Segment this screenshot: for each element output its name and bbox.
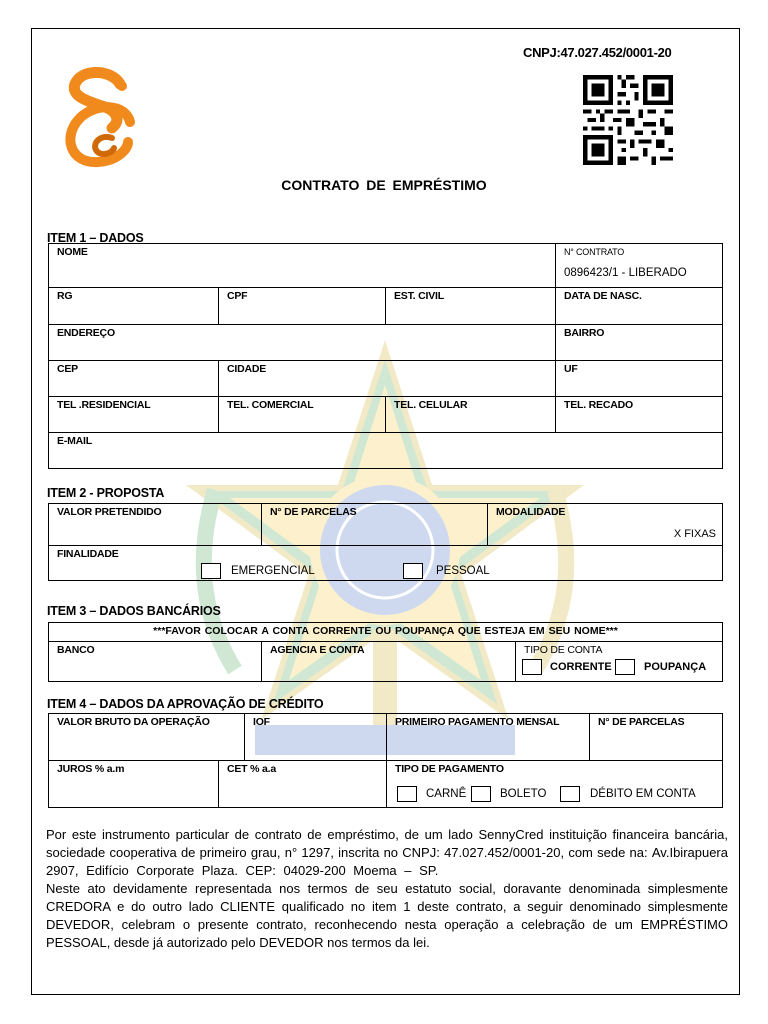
field-tipo-conta [516,642,722,681]
field-label: VALOR BRUTO DA OPERAÇÃO [57,716,210,728]
field-label: BANCO [57,644,95,656]
field-label: TIPO DE CONTA [524,644,603,656]
field-value: X FIXAS [673,528,716,540]
field-label: AGENCIA E CONTA [270,644,365,656]
field-est-civil[interactable] [386,288,556,325]
field-cet[interactable] [219,761,387,807]
field-nome[interactable] [49,244,556,288]
field-label: UF [564,363,578,375]
checkbox-poupanca[interactable] [615,659,635,675]
option-label-corrente: CORRENTE [550,661,612,673]
option-label-emergencial: EMERGENCIAL [231,565,315,577]
field-email[interactable] [49,433,722,468]
checkbox-debito-conta[interactable] [560,786,580,802]
field-endereco[interactable] [49,325,556,361]
field-juros[interactable] [49,761,219,807]
field-label: N° CONTRATO [564,247,625,257]
contract-body [46,826,728,952]
field-label: NOME [57,246,88,258]
field-tel-comercial[interactable] [219,397,386,433]
field-cpf[interactable] [219,288,386,325]
field-label: TEL. COMERCIAL [227,399,314,411]
section-heading-item3: ITEM 3 – DADOS BANCÁRIOS [47,604,221,618]
field-label: VALOR PRETENDIDO [57,506,162,518]
field-label: PRIMEIRO PAGAMENTO MENSAL [395,716,560,728]
field-numero-contrato[interactable] [556,244,722,288]
option-label-carne: CARNÊ [426,788,467,800]
section-heading-item1: ITEM 1 – DADOS [47,231,144,245]
field-label: CPF [227,290,248,302]
body-paragraph-2: Neste ato devidamente representada nos termos de seu estatuto social, doravante denominada simplesmente CREDORA e do outro lado CLIENTE qualificado no item 1 deste contrato, a seguir denominado simplesmente DEVEDOR, celebram o presente contrato, reconhecendo nesta operação a celebração de um EMPRÉSTIMO PESSOAL, desde já autorizado pelo DEVEDOR nos termos da lei. [46,881,728,950]
field-num-parcelas[interactable] [262,504,488,546]
field-rg[interactable] [49,288,219,325]
field-cidade[interactable] [219,361,556,397]
field-tel-residencial[interactable] [49,397,219,433]
item3-grid [48,622,723,682]
field-label: CIDADE [227,363,267,375]
field-iof[interactable] [245,714,387,761]
sennycred-logo [50,62,145,170]
item1-grid [48,243,723,469]
checkbox-boleto[interactable] [471,786,491,802]
field-label: FINALIDADE [57,548,119,560]
field-agencia-conta[interactable] [262,642,516,681]
field-bairro[interactable] [556,325,722,361]
field-valor-bruto[interactable] [49,714,245,761]
field-banco[interactable] [49,642,262,681]
field-label: TEL .RESIDENCIAL [57,399,151,411]
field-tel-recado[interactable] [556,397,722,433]
field-label: DATA DE NASC. [564,290,642,302]
field-cep[interactable] [49,361,219,397]
option-label-debito-conta: DÉBITO EM CONTA [590,788,696,800]
field-data-nasc[interactable] [556,288,722,325]
field-num-parcelas-aprovadas[interactable] [590,714,722,761]
field-uf[interactable] [556,361,722,397]
notice-banner [49,623,722,642]
notice-text: ***FAVOR COLOCAR A CONTA CORRENTE OU POUPANÇA QUE ESTEJA EM SEU NOME*** [153,625,618,637]
field-label: E-MAIL [57,435,92,447]
field-label: ENDEREÇO [57,327,115,339]
item4-grid [48,713,723,808]
field-label: CEP [57,363,78,375]
field-label: EST. CIVIL [394,290,444,302]
item2-grid [48,503,723,581]
section-heading-item2: ITEM 2 - PROPOSTA [47,486,165,500]
qr-code-icon [581,75,675,165]
checkbox-corrente[interactable] [522,659,542,675]
field-label: N° DE PARCELAS [598,716,685,728]
field-tipo-pagamento [387,761,722,807]
option-label-boleto: BOLETO [500,788,547,800]
field-tel-celular[interactable] [386,397,556,433]
field-label: CET % a.a [227,763,276,775]
field-label: MODALIDADE [496,506,566,518]
field-modalidade[interactable] [488,504,722,546]
checkbox-carne[interactable] [397,786,417,802]
body-paragraph-1: Por este instrumento particular de contrato de empréstimo, de um lado SennyCred instituição financeira bancária, sociedade cooperativa de primeiro grau, n° 1297, inscrita no CNPJ: 47.027.452/0001-20, com sede na: [46,827,728,860]
cnpj-header: CNPJ:47.027.452/0001-20 [523,45,672,60]
field-value: 0896423/1 - LIBERADO [564,267,687,279]
field-label: JUROS % a.m [57,763,125,775]
field-label: TIPO DE PAGAMENTO [395,763,504,775]
option-label-pessoal: PESSOAL [436,565,490,577]
field-finalidade [49,546,722,580]
checkbox-emergencial[interactable] [201,563,221,579]
field-label: BAIRRO [564,327,605,339]
body-address: Av.Ibirapuera 2907, Edifício Corporate Plaza. CEP: 04029-200 Moema – SP. [46,845,728,878]
field-label: TEL. RECADO [564,399,633,411]
field-primeiro-pagamento[interactable] [387,714,590,761]
checkbox-pessoal[interactable] [403,563,423,579]
field-label: RG [57,290,73,302]
option-label-poupanca: POUPANÇA [644,661,707,673]
field-label: IOF [253,716,270,728]
field-label: TEL. CELULAR [394,399,468,411]
section-heading-item4: ITEM 4 – DADOS DA APROVAÇÃO DE CRÉDITO [47,697,324,711]
document-title: CONTRATO DE EMPRÉSTIMO [281,177,487,193]
field-label: N° DE PARCELAS [270,506,357,518]
field-valor-pretendido[interactable] [49,504,262,546]
